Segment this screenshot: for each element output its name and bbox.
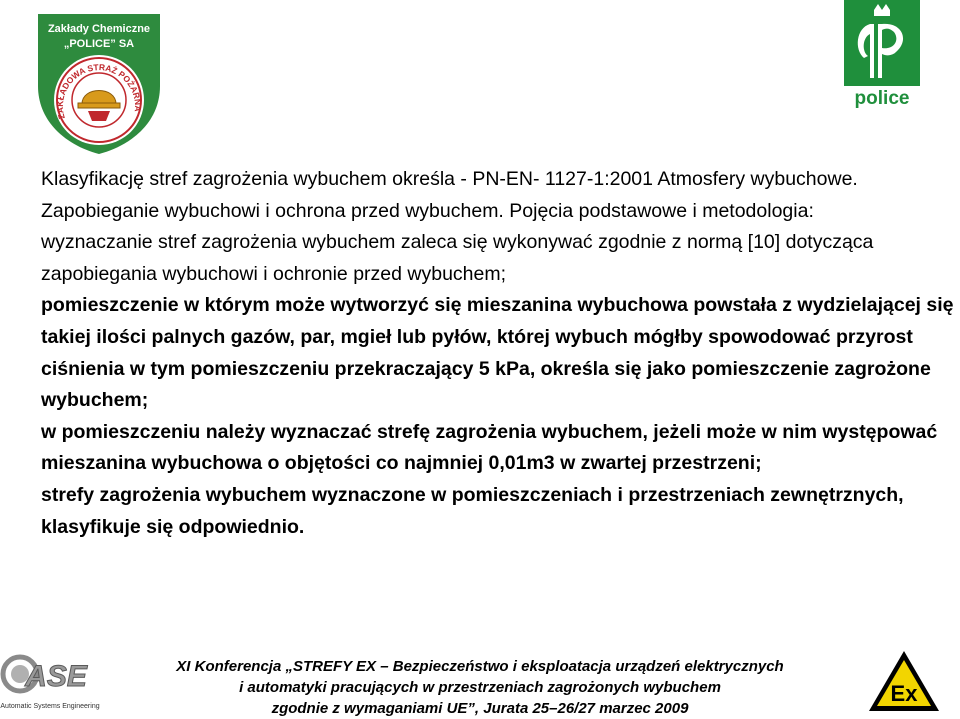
ase-caption: Automatic Systems Engineering bbox=[0, 703, 100, 710]
footer-line-1: XI Konferencja „STREFY EX – Bezpieczeństwo i eksploatacja urządzeń elektrycznych bbox=[176, 658, 784, 675]
police-logo bbox=[844, 0, 920, 110]
footer-line-2: i automatyki pracujących w przestrzeniach zagrożonych wybuchem bbox=[239, 679, 721, 696]
footer bbox=[120, 656, 840, 719]
rule-paragraph-4: strefy zagrożenia wybuchem wyznaczone w pomieszczeniach i przestrzeniach zewnętrznych, klasyfikuje się odpowiednio. bbox=[41, 483, 904, 538]
ase-logo bbox=[0, 646, 100, 712]
zcp-mid-text: „POLICE” SA bbox=[63, 38, 135, 50]
police-logo-text: police bbox=[854, 88, 910, 109]
ex-warning-icon bbox=[866, 648, 942, 714]
zcp-top-text: Zakłady Chemiczne bbox=[47, 23, 151, 35]
zcp-ring-text: ZAKŁADOWA STRAŻ POŻARNA bbox=[54, 62, 144, 121]
ase-logo-text: ASE bbox=[25, 660, 87, 693]
rule-paragraph-1: wyznaczanie stref zagrożenia wybuchem zaleca się wykonywać zgodnie z normą [10] dotycząca zapobiegania wybuchowi i ochronie przed wybuchem; bbox=[41, 231, 874, 285]
rule-paragraph-2: pomieszczenie w którym może wytworzyć się mieszanina wybuchowa powstała z wydzielającej się takiej ilości palnych gazów, par, mgieł lub pyłów, której wybuch mógłby spowodować przyrost ciśnienia w tym pomieszczeniu przekraczający 5 kPa, określa się jako pomieszczenie zagrożone wybuchem; bbox=[41, 294, 954, 412]
footer-line-3: zgodnie z wymaganiami UE”, Jurata 25–26/27 marzec 2009 bbox=[271, 700, 689, 717]
zcp-fire-brigade-logo bbox=[30, 8, 168, 156]
ex-sign-text: Ex bbox=[890, 681, 918, 706]
intro-paragraph: Klasyfikację stref zagrożenia wybuchem określa - PN-EN- 1127-1:2001 Atmosfery wybuchowe. Zapobieganie wybuchowi i ochrona przed wybuchem. Pojęcia podstawowe i metodologia: bbox=[41, 168, 858, 222]
main-text bbox=[41, 164, 956, 543]
rule-paragraph-3: w pomieszczeniu należy wyznaczać strefę zagrożenia wybuchem, jeżeli może w nim występować mieszanina wybuchowa o objętości co najmniej 0,01m3 w zwartej przestrzeni; bbox=[41, 420, 938, 475]
